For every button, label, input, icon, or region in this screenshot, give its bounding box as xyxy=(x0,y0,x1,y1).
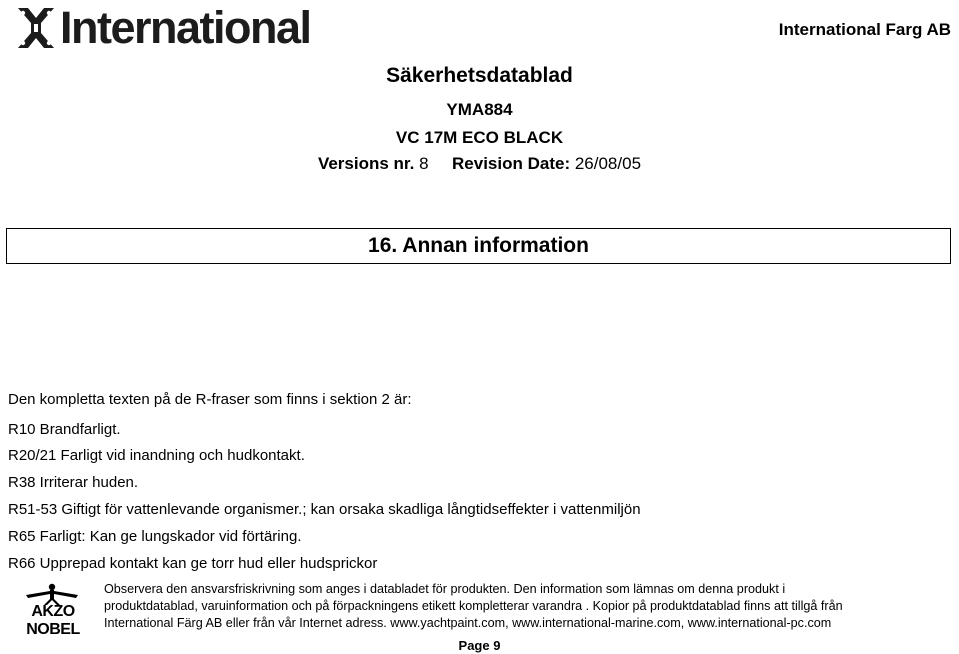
r-phrase-intro: Den kompletta texten på de R-fraser som finns i sektion 2 är: xyxy=(8,391,412,408)
r-phrase-line: R38 Irriterar huden. xyxy=(8,474,139,491)
r-phrase-line: R10 Brandfarligt. xyxy=(8,421,121,438)
document-title: Säkerhetsdatablad xyxy=(386,64,573,87)
disclaimer-line: produktdatablad, varuinformation och på förpackningens etikett kompletterar varandra . Kopior på produktdatablad finns att tillgå från xyxy=(104,599,843,613)
akzo-nobel-logo xyxy=(10,583,96,638)
product-name: VC 17M ECO BLACK xyxy=(395,128,564,147)
section-heading: 16. Annan information xyxy=(6,228,951,264)
r-phrase-line: R51-53 Giftigt för vattenlevande organismer.; kan orsaka skadliga långtidseffekter i vattenmiljön xyxy=(8,501,641,518)
company-name: International Farg AB xyxy=(778,20,951,39)
akzo-nobel-wordmark: AKZO NOBEL xyxy=(26,603,80,638)
logo-wordmark: International xyxy=(60,2,311,53)
international-cross-logo-icon xyxy=(14,6,58,50)
product-code: YMA884 xyxy=(446,100,513,119)
version-label: Versions nr. xyxy=(317,154,415,173)
r-phrase-line: R65 Farligt: Kan ge lungskador vid förtäring. xyxy=(8,528,302,545)
disclaimer xyxy=(104,581,954,632)
page-number: Page 9 xyxy=(458,638,501,653)
r-phrase-line: R20/21 Farligt vid inandning och hudkontakt. xyxy=(8,447,305,464)
revision-value: 26/08/05 xyxy=(574,154,642,173)
r-phrase-line: R66 Upprepad kontakt kan ge torr hud eller hudsprickor xyxy=(8,555,378,572)
version-line xyxy=(0,154,959,174)
akzo-nobel-figure-icon xyxy=(24,583,80,605)
disclaimer-line: Observera den ansvarsfriskrivning som anges i databladet för produkten. Den information som lämnas om denna produkt i xyxy=(104,582,786,596)
version-value: 8 xyxy=(419,154,429,173)
revision-label: Revision Date: xyxy=(452,154,571,173)
disclaimer-line: International Färg AB eller från vår Internet adress. www.yachtpaint.com, www.international-marine.com, www.international-pc.com xyxy=(104,616,832,630)
international-logo xyxy=(14,4,344,52)
